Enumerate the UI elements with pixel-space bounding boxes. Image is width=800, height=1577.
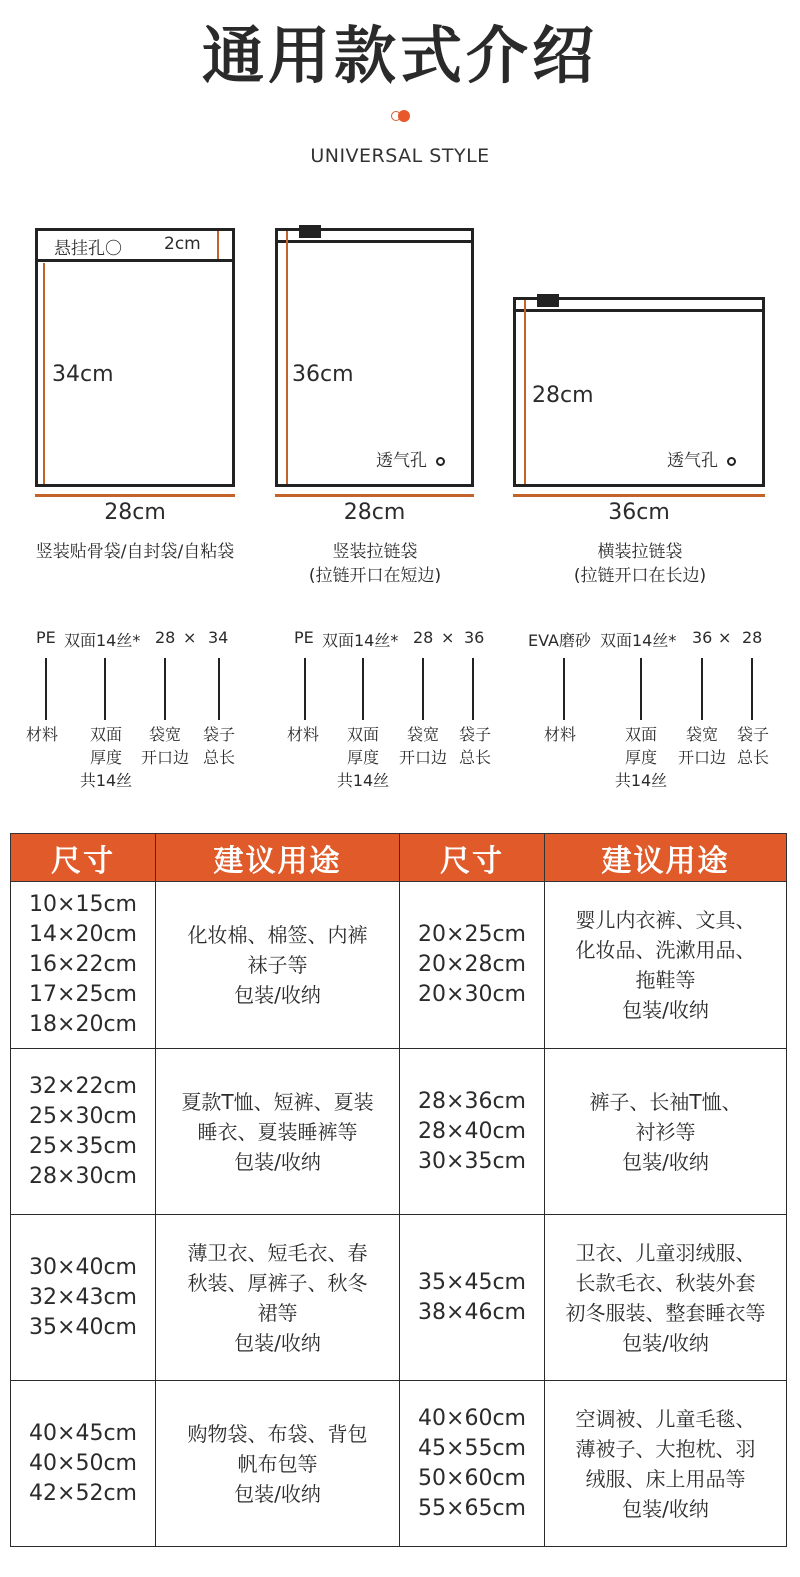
- hang-margin-marker: [217, 231, 219, 259]
- label-material: 材料: [544, 725, 577, 744]
- header-size: 尺寸: [11, 834, 156, 882]
- spec-material: PE: [36, 628, 56, 647]
- bag-type-label: 竖装拉链袋 (拉链开口在短边): [308, 542, 442, 586]
- zipper-pull-icon: [299, 225, 321, 238]
- usage-cell: 卫衣、儿童羽绒服、 长款毛衣、秋装外套 初冬服装、整套睡衣等 包装/收纳: [545, 1215, 787, 1381]
- height-marker: [524, 300, 526, 484]
- width-marker: [275, 494, 474, 497]
- page-subtitle: UNIVERSAL STYLE: [310, 145, 490, 167]
- vent-hole-icon: [436, 457, 445, 466]
- spec-pointer: [45, 658, 47, 720]
- label-material: 材料: [26, 725, 59, 744]
- spec-pointer: [422, 658, 424, 720]
- spec-width: 36: [692, 628, 713, 647]
- table-row: [11, 1381, 787, 1547]
- spec-length: 36: [464, 628, 485, 647]
- size-usage-table: [10, 833, 787, 1547]
- usage-cell: 薄卫衣、短毛衣、春 秋装、厚裤子、秋冬 裙等 包装/收纳: [156, 1215, 400, 1381]
- width-marker: [513, 494, 765, 497]
- spec-pointer: [218, 658, 220, 720]
- size-cell: 28×36cm 28×40cm 30×35cm: [400, 1049, 545, 1215]
- bag-diagram-horizontal-zipper: [513, 297, 765, 487]
- height-label: 34cm: [52, 362, 114, 387]
- size-cell: 35×45cm 38×46cm: [400, 1215, 545, 1381]
- spec-thickness: 双面14丝*: [600, 631, 677, 650]
- table-row: [11, 1215, 787, 1381]
- spec-material: PE: [294, 628, 314, 647]
- header-usage: 建议用途: [156, 834, 400, 882]
- size-cell: 20×25cm 20×28cm 20×30cm: [400, 882, 545, 1049]
- height-marker: [286, 231, 288, 484]
- spec-length: 34: [208, 628, 229, 647]
- label-thickness: 双面 厚度 共14丝: [614, 725, 668, 790]
- page-title: 通用款式介绍: [201, 19, 598, 92]
- spec-length: 28: [742, 628, 763, 647]
- height-label: 36cm: [292, 362, 354, 387]
- label-width: 袋宽 开口边: [677, 725, 726, 767]
- vent-hole-label: 透气孔: [376, 446, 445, 471]
- label-thickness: 双面 厚度 共14丝: [336, 725, 390, 790]
- bag-type-label: 竖装贴骨袋/自封袋/自粘袋: [35, 542, 235, 562]
- label-material: 材料: [287, 725, 320, 744]
- hang-margin-label: 2cm: [164, 234, 201, 254]
- zipper-line: [278, 240, 471, 243]
- usage-cell: 裤子、长袖T恤、 衬衫等 包装/收纳: [545, 1049, 787, 1215]
- width-label: 28cm: [104, 500, 166, 525]
- table-header-row: [11, 834, 787, 882]
- spec-pointer: [640, 658, 642, 720]
- height-label: 28cm: [532, 383, 594, 408]
- spec-times: ×: [718, 628, 732, 647]
- width-marker: [35, 494, 235, 497]
- label-length: 袋子 总长: [736, 725, 769, 767]
- width-label: 36cm: [608, 500, 670, 525]
- header-usage: 建议用途: [545, 834, 787, 882]
- spec-pointer: [362, 658, 364, 720]
- size-cell: 32×22cm 25×30cm 25×35cm 28×30cm: [11, 1049, 156, 1215]
- spec-pointer: [701, 658, 703, 720]
- spec-material: EVA磨砂: [528, 631, 591, 650]
- spec-times: ×: [441, 628, 455, 647]
- zipper-line: [516, 309, 762, 312]
- spec-times: ×: [183, 628, 197, 647]
- vent-hole-label: 透气孔: [667, 446, 736, 471]
- usage-cell: 婴儿内衣裤、文具、 化妆品、洗漱用品、 拖鞋等 包装/收纳: [545, 882, 787, 1049]
- table-row: [11, 1049, 787, 1215]
- spec-pointer: [164, 658, 166, 720]
- bag-diagram-vertical-zipper: [275, 228, 474, 487]
- label-length: 袋子 总长: [202, 725, 235, 767]
- spec-pointer: [563, 658, 565, 720]
- width-label: 28cm: [343, 500, 406, 525]
- size-cell: 10×15cm 14×20cm 16×22cm 17×25cm 18×20cm: [11, 882, 156, 1049]
- usage-cell: 空调被、儿童毛毯、 薄被子、大抱枕、羽 绒服、床上用品等 包装/收纳: [545, 1381, 787, 1547]
- size-cell: 30×40cm 32×43cm 35×40cm: [11, 1215, 156, 1381]
- table-row: [11, 882, 787, 1049]
- header-size: 尺寸: [400, 834, 545, 882]
- usage-cell: 夏款T恤、短裤、夏装 睡衣、夏装睡裤等 包装/收纳: [156, 1049, 400, 1215]
- usage-cell: 购物袋、布袋、背包 帆布包等 包装/收纳: [156, 1381, 400, 1547]
- spec-width: 28: [155, 628, 176, 647]
- label-length: 袋子 总长: [458, 725, 491, 767]
- label-width: 袋宽 开口边: [140, 725, 189, 767]
- vent-hole-icon: [727, 457, 736, 466]
- spec-pointer: [472, 658, 474, 720]
- spec-width: 28: [413, 628, 434, 647]
- seal-line: [38, 259, 232, 262]
- spec-pointer: [104, 658, 106, 720]
- label-thickness: 双面 厚度 共14丝: [79, 725, 133, 790]
- label-width: 袋宽 开口边: [398, 725, 447, 767]
- hang-hole-label: 悬挂孔〇: [54, 239, 122, 259]
- size-cell: 40×45cm 40×50cm 42×52cm: [11, 1381, 156, 1547]
- accent-dots-icon: [391, 110, 411, 122]
- bag-diagram-seal: [35, 228, 235, 487]
- size-cell: 40×60cm 45×55cm 50×60cm 55×65cm: [400, 1381, 545, 1547]
- filled-dot-icon: [398, 110, 410, 122]
- spec-pointer: [304, 658, 306, 720]
- height-marker: [43, 263, 45, 484]
- spec-thickness: 双面14丝*: [322, 631, 399, 650]
- usage-cell: 化妆棉、棉签、内裤 袜子等 包装/收纳: [156, 882, 400, 1049]
- spec-pointer: [751, 658, 753, 720]
- bag-type-label: 横装拉链袋 (拉链开口在长边): [573, 542, 707, 586]
- spec-thickness: 双面14丝*: [64, 631, 141, 650]
- zipper-pull-icon: [537, 294, 559, 307]
